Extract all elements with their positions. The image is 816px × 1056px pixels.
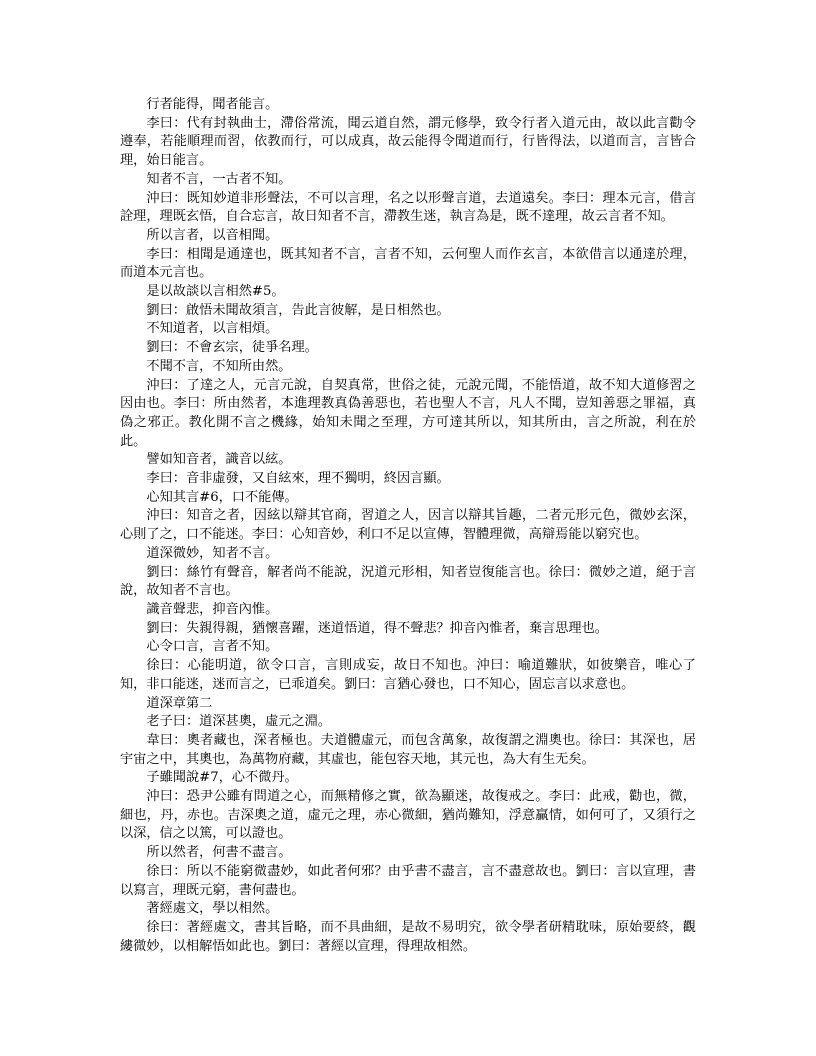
commentary-paragraph: 徐曰：所以不能窮微盡妙，如此者何邪？由乎書不盡言，言不盡意故也。劉曰：言以宣理，書以寫言，理既元窮，書何盡也。	[120, 863, 696, 898]
text-paragraph: 道深微妙，知者不言。	[146, 545, 279, 561]
commentary-paragraph: 李曰：代有封執曲士，滯俗常流，聞云道自然，謂元修學，致令行者入道元由，故以此言勸令遵奉，若能順理而習，依教而行，可以成真，故云能得令聞道而行，行皆得法，以道而言，言皆合理，始日能言。	[120, 115, 696, 169]
text-paragraph: 老子曰：道深甚奧，虛元之淵。	[146, 714, 332, 730]
text-paragraph: 子雖聞說#7，心不微丹。	[146, 770, 298, 786]
text-paragraph: 識音聲悲，抑音內惟。	[146, 601, 279, 617]
commentary-paragraph: 沖曰：了達之人，元言元說，自契真常，世俗之徒，元說元聞，不能悟道，故不知大道修習之因由也。李曰：所由然者，本進理教真偽善惡也，若也聖人不言，凡人不聞，豈知善惡之罪福，真偽之邪正。教化開不言之機緣，始知未聞之至理，方可達其所以，知其所由，言之所說，利在於此。	[120, 377, 696, 449]
commentary-paragraph: 沖曰：知音之者，因絃以辯其官商，習道之人，因言以辯其旨趣，二者元形元色，微妙玄深，心則了之，口不能迷。李曰：心知音妙，利口不足以宣傳，智體理微，高辯焉能以窮究也。	[120, 508, 696, 543]
text-paragraph: 著經處文，學以相然。	[146, 901, 279, 917]
chapter-heading: 道深章第二	[146, 695, 213, 711]
text-paragraph: 是以故談以言相然#5。	[146, 284, 285, 300]
text-paragraph: 心令口言，言者不知。	[146, 639, 279, 655]
text-paragraph: 知者不言，一古者不知。	[146, 171, 292, 187]
commentary-paragraph: 李曰：相聞是通達也，既其知者不言，言者不知，云何聖人而作玄言，本欲借言以通達於理，而道本元言也。	[120, 246, 696, 281]
text-paragraph: 心知其言#6，口不能傳。	[146, 489, 298, 505]
text-paragraph: 所以然者，何書不盡言。	[146, 845, 292, 861]
commentary-paragraph: 韋曰：奧者藏也，深者極也。夫道體虛元，而包含萬象，故復謂之淵奧也。徐曰：其深也，居宇宙之中，其奧也，為萬物府藏，其虛也，能包容天地，其元也，為大有生无矣。	[120, 732, 696, 767]
commentary-paragraph: 劉曰：啟悟未聞故須言，告此言彼解，是日相然也。	[146, 302, 450, 318]
text-paragraph: 不知道者，以言相煩。	[146, 321, 279, 337]
document-page	[120, 96, 696, 956]
commentary-paragraph: 沖曰：恐尹公雖有問道之心，而無精修之實，欲為顯迷，故復戒之。李曰：此戒，勸也，微，細也，丹，赤也。吉深奧之道，虛元之理，赤心微細，猶尚難知，浮意贏情，如何可了，又須行之以深，信之以篤，可以證也。	[120, 789, 696, 842]
text-paragraph: 行者能得，聞者能言。	[146, 97, 279, 112]
commentary-paragraph: 沖曰：既知妙道非形聲法，不可以言理，名之以形聲言道，去道遠矣。李曰：理本元言，借言詮理，理既玄悟，自合忘言，故日知者不言，滯教生迷，執言為是，既不達理，故云言者不知。	[120, 190, 696, 225]
commentary-paragraph: 李曰：音非虛發，又自絃來，理不獨明，終因言顯。	[146, 471, 450, 487]
text-paragraph: 不聞不言，不知所由然。	[146, 358, 292, 374]
commentary-paragraph: 劉曰：失親得親，猶懷喜躍，迷道悟道，得不聲悲？抑音內惟者，棄言思理也。	[146, 620, 608, 636]
text-paragraph: 所以言者，以音相聞。	[146, 227, 279, 243]
commentary-paragraph: 徐曰：心能明道，欲令口言，言則成妄，故日不知也。沖曰：喻道難狀，如彼樂音，唯心了知，非口能迷，迷而言之，已乖道矣。劉曰：言猶心發也，口不知心，固忘言以求意也。	[120, 658, 696, 692]
commentary-paragraph: 徐曰：著經處文，書其旨略，而不具曲細，是故不易明究，欲令學者研精耽味，原始要終，觀縷微妙，以相解悟如此也。劉曰：著經以宣理，得理故相然。	[120, 919, 696, 954]
text-paragraph: 譬如知音者，識音以絃。	[146, 452, 292, 468]
commentary-paragraph: 劉曰：絲竹有聲音，解者尚不能說，況道元形相，知者豈復能言也。徐曰：微妙之道，絕于言說，故知者不言也。	[120, 564, 696, 599]
commentary-paragraph: 劉曰：不會玄宗，徒爭名理。	[146, 340, 318, 356]
